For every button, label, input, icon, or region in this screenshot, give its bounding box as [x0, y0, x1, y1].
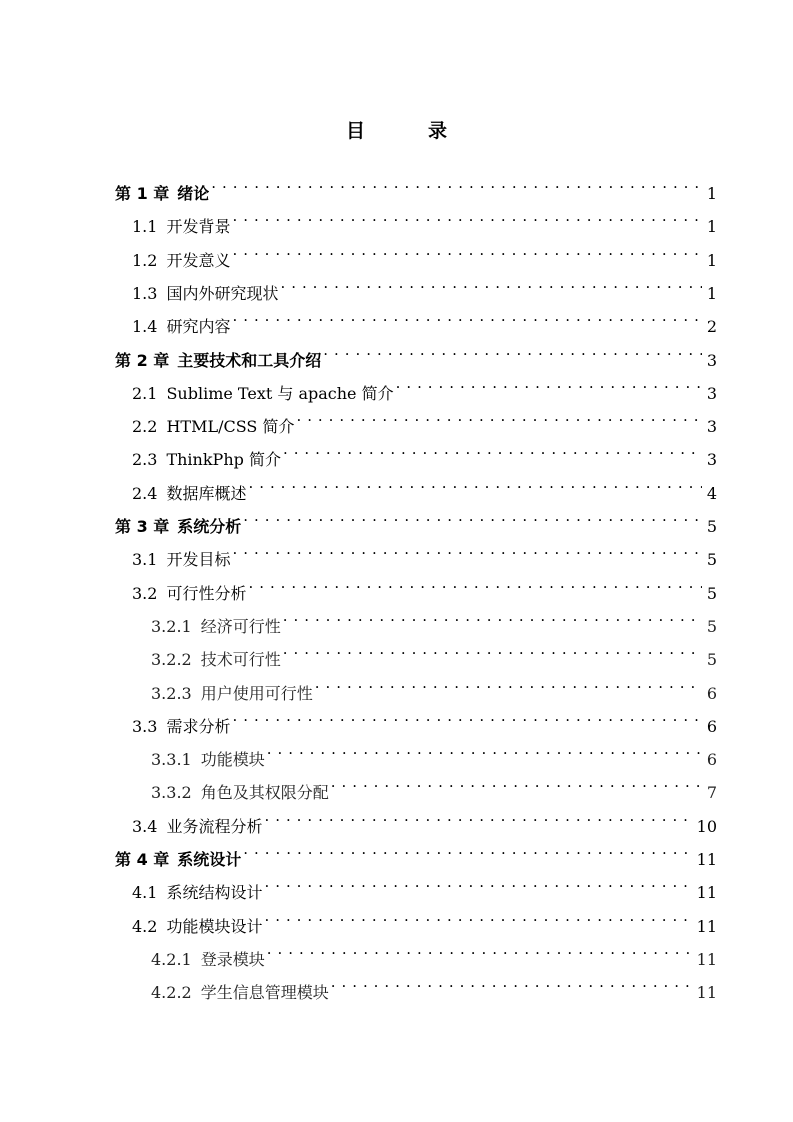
toc-entry-title: 需求分析 — [166, 716, 231, 736]
toc-entry[interactable] — [132, 267, 717, 303]
toc-entry-number: 2.2 — [132, 417, 158, 437]
toc-dot-leader — [323, 334, 702, 366]
toc-entry-title: 登录模块 — [200, 949, 265, 969]
toc-page-number: 11 — [696, 949, 717, 969]
toc-page-number: 4 — [706, 483, 717, 503]
toc-dot-leader — [232, 300, 701, 332]
toc-entry[interactable] — [132, 433, 717, 470]
toc-dot-leader — [211, 167, 702, 199]
toc-dot-leader — [232, 200, 701, 232]
toc-entry-number: 2.1 — [132, 383, 158, 403]
toc-entry[interactable] — [132, 900, 717, 936]
toc-entry[interactable] — [132, 234, 717, 270]
toc-entry-title: ThinkPhp 简介 — [166, 450, 281, 470]
toc-entry[interactable] — [132, 300, 717, 337]
toc-page-number: 3 — [706, 450, 717, 470]
toc-entry-number: 第 3 章 — [115, 517, 170, 536]
toc-entry-number: 2.3 — [132, 450, 158, 470]
toc-entry[interactable] — [151, 966, 717, 1003]
toc-dot-leader — [243, 833, 691, 865]
toc-dot-leader — [283, 433, 702, 465]
toc-entry-number: 第 2 章 — [115, 350, 170, 370]
toc-dot-leader — [283, 633, 702, 665]
toc-dot-leader — [396, 367, 702, 399]
toc-page-number: 3 — [706, 383, 717, 403]
toc-entry-title: 绪论 — [177, 184, 210, 203]
toc-dot-leader — [264, 800, 691, 832]
toc-entry-number: 3.2.2 — [151, 650, 192, 670]
toc-entry[interactable] — [151, 667, 717, 703]
toc-entry[interactable] — [151, 600, 717, 636]
toc-page-number: 3 — [706, 350, 717, 370]
toc-entry-title: 技术可行性 — [200, 650, 281, 670]
toc-page-number: 5 — [706, 650, 717, 670]
toc-entry-title: 国内外研究现状 — [166, 283, 279, 303]
toc-entry-title: 研究内容 — [166, 317, 231, 337]
toc-dot-leader — [280, 267, 701, 299]
toc-page-number: 11 — [696, 983, 717, 1003]
toc-entry-number: 3.3 — [132, 716, 158, 736]
toc-entry[interactable] — [115, 167, 717, 203]
toc-page-number: 1 — [706, 184, 717, 203]
toc-page-number: 1 — [706, 217, 717, 237]
toc-entry-label — [151, 977, 329, 1009]
toc-entry-title: 角色及其权限分配 — [200, 783, 329, 803]
toc-dot-leader — [232, 234, 701, 266]
toc-page-number: 6 — [706, 683, 717, 703]
toc-dot-leader — [267, 933, 692, 965]
toc-entry-title: 系统结构设计 — [166, 883, 263, 903]
toc-page-number: 10 — [696, 816, 717, 836]
toc-entry-number: 3.3.1 — [151, 750, 192, 770]
toc-entry-number: 1.2 — [132, 250, 158, 270]
toc-dot-leader — [267, 733, 702, 765]
toc-dot-leader — [248, 567, 701, 599]
toc-entry-number: 2.4 — [132, 483, 158, 503]
toc-dot-leader — [243, 500, 702, 532]
toc-entry[interactable] — [132, 367, 717, 403]
toc-dot-leader — [315, 667, 702, 699]
toc-dot-leader — [331, 966, 692, 998]
toc-entry[interactable] — [115, 500, 717, 536]
toc-entry-title: 学生信息管理模块 — [200, 983, 329, 1003]
toc-page-number: 7 — [706, 783, 717, 803]
toc-entry-number: 3.2.1 — [151, 616, 192, 636]
toc-page-number: 3 — [706, 417, 717, 437]
toc-page-number: 1 — [706, 283, 717, 303]
toc-entry[interactable] — [151, 733, 717, 770]
toc-entry-number: 3.2 — [132, 583, 158, 603]
toc-entry[interactable] — [132, 467, 717, 503]
toc-entry-title: 数据库概述 — [166, 483, 247, 503]
toc-entry-number: 4.2.1 — [151, 949, 192, 969]
toc-page-number: 6 — [706, 750, 717, 770]
toc-entry-title: Sublime Text 与 apache 简介 — [166, 383, 394, 403]
toc-entry-number: 4.1 — [132, 883, 158, 903]
toc-page-number: 5 — [706, 517, 717, 536]
toc-dot-leader — [264, 866, 691, 898]
toc-entry-title: 业务流程分析 — [166, 816, 263, 836]
toc-dot-leader — [331, 766, 702, 798]
toc-dot-leader — [248, 467, 701, 499]
toc-page-number: 5 — [706, 616, 717, 636]
toc-entry-title: 可行性分析 — [166, 583, 247, 603]
toc-entry-number: 3.4 — [132, 816, 158, 836]
toc-entry[interactable] — [115, 334, 717, 370]
toc-entry[interactable] — [132, 200, 717, 237]
toc-page-number: 5 — [706, 550, 717, 570]
toc-page-number: 11 — [696, 883, 717, 903]
toc-page-number: 6 — [706, 716, 717, 736]
toc-entry-title: 主要技术和工具介绍 — [177, 350, 322, 370]
toc-page-number: 5 — [706, 583, 717, 603]
toc-entry-title: 用户使用可行性 — [200, 683, 313, 703]
toc-entry[interactable] — [132, 800, 717, 836]
toc-entry-title: 系统分析 — [177, 517, 242, 536]
toc-entry-number: 第 1 章 — [115, 184, 170, 203]
toc-entry-number: 3.1 — [132, 550, 158, 570]
toc-entry[interactable] — [115, 833, 717, 869]
toc-entry[interactable] — [132, 533, 717, 570]
toc-dot-leader — [283, 600, 702, 632]
toc-dot-leader — [296, 400, 701, 432]
toc-entry-title: 功能模块 — [200, 750, 265, 770]
toc-entry[interactable] — [151, 633, 717, 670]
toc-entry-number: 3.2.3 — [151, 683, 192, 703]
toc-entry[interactable] — [151, 766, 717, 803]
toc-page-number: 11 — [696, 850, 717, 869]
toc-dot-leader — [232, 533, 701, 565]
toc-entry-number: 4.2.2 — [151, 983, 192, 1003]
toc-entry-number: 4.2 — [132, 916, 158, 936]
toc-page-number: 2 — [706, 317, 717, 337]
toc-entry[interactable] — [132, 400, 717, 437]
toc-entry-title: 开发目标 — [166, 550, 231, 570]
toc-title: 目 录 — [345, 120, 469, 142]
toc-entry[interactable] — [132, 866, 717, 903]
toc-entry[interactable] — [132, 567, 717, 603]
toc-entry-title: 开发意义 — [166, 250, 231, 270]
toc-entry-title: 系统设计 — [177, 850, 242, 869]
toc-entry-number: 1.1 — [132, 217, 158, 237]
toc-page-number: 1 — [706, 250, 717, 270]
toc-entry-number: 3.3.2 — [151, 783, 192, 803]
toc-dot-leader — [232, 700, 701, 732]
toc-entry[interactable] — [132, 700, 717, 736]
toc-entry-title: 经济可行性 — [200, 616, 281, 636]
toc-dot-leader — [264, 900, 691, 932]
toc-entry-number: 1.3 — [132, 283, 158, 303]
toc-entry-number: 第 4 章 — [115, 850, 170, 869]
toc-entry-number: 1.4 — [132, 317, 158, 337]
toc-page-number: 11 — [696, 916, 717, 936]
toc-entry-title: 功能模块设计 — [166, 916, 263, 936]
toc-entry-title: HTML/CSS 简介 — [166, 417, 295, 437]
toc-entry-title: 开发背景 — [166, 217, 231, 237]
toc-entry[interactable] — [151, 933, 717, 969]
